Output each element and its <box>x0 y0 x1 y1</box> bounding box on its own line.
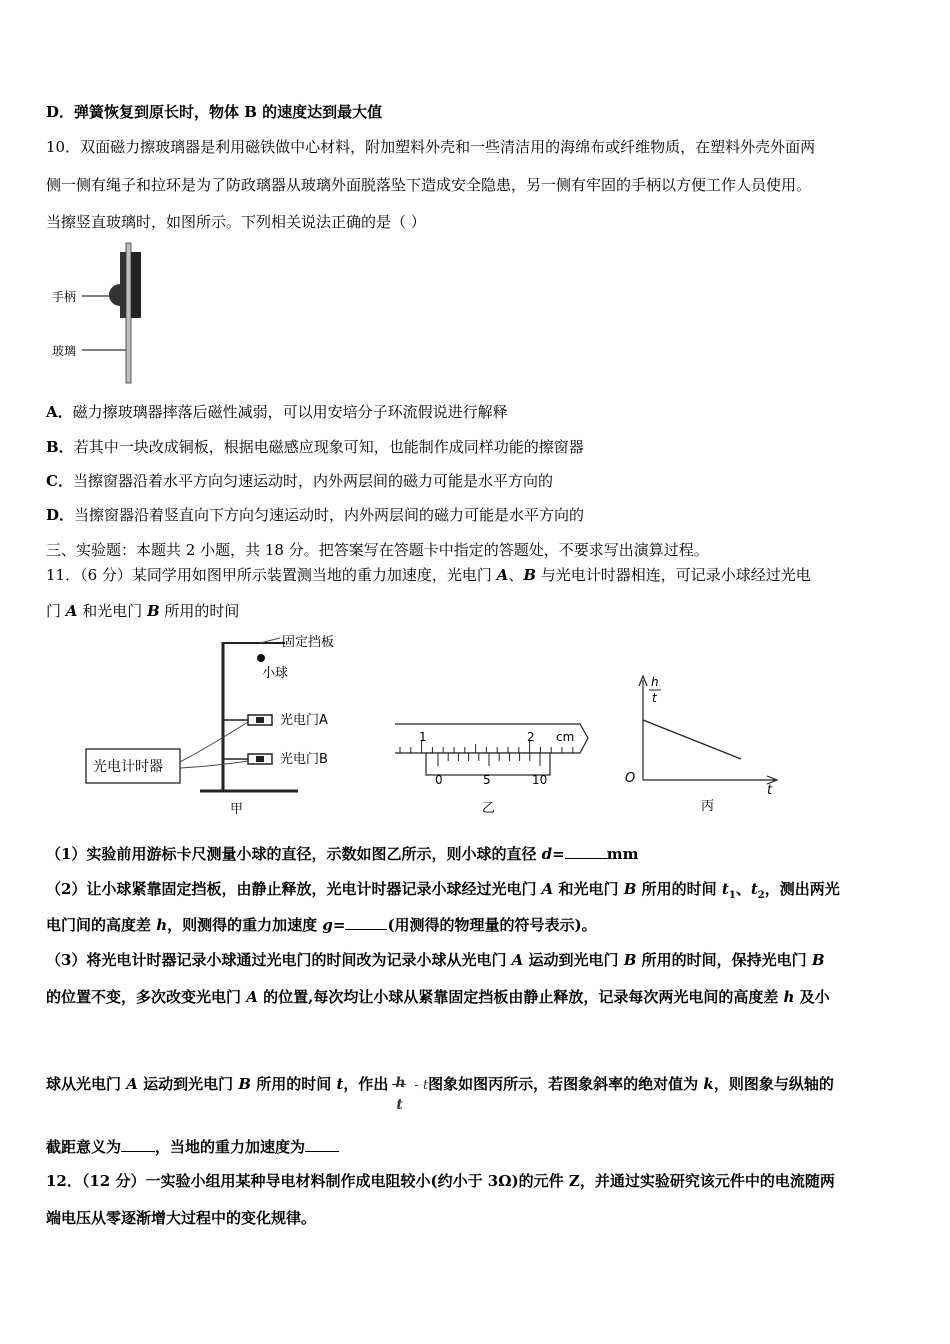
wire-b <box>180 761 248 768</box>
vernier-scale <box>426 753 550 775</box>
q11-part3-line3: 球从光电门 A 运动到光电门 B 所用的时间 t，作出 h t - t图象如图丙所示，若图象斜率的绝对值为 k，则图象与纵轴的 <box>46 1064 834 1106</box>
y-label-num: h <box>651 675 659 689</box>
q11-part1: （1）实验前用游标卡尺测量小球的直径，示数如图乙所示，则小球的直径 d= mm <box>46 845 639 863</box>
glass-pane <box>126 243 131 383</box>
caption-yi: 乙 <box>482 801 496 816</box>
q11-part2-line2: 电门间的高度差 h，则测得的重力加速度 g= (用测得的物理量的符号表示)。 <box>46 916 597 934</box>
q10-option-d: D．当擦窗器沿着竖直向下方向匀速运动时，内外两层间的磁力可能是水平方向的 <box>46 506 585 524</box>
q10-option-b: B．若其中一块改成铜板，根据电磁感应现象可知，也能制作成同样功能的擦窗器 <box>46 438 584 456</box>
label-gate-b: 光电门B <box>280 752 328 767</box>
q9-option-d: D．弹簧恢复到原长时，物体 B 的速度达到最大值 <box>46 103 383 121</box>
origin-label: O <box>625 771 636 786</box>
q11-part3-line1: （3）将光电计时器记录小球通过光电门的时间改为记录小球从光电门 A 运动到光电门 B 所用的时间，保持光电门 B <box>46 951 825 969</box>
q10-stem-line3: 当擦竖直玻璃时，如图所示。下列相关说法正确的是（ ） <box>46 213 426 231</box>
h-over-t-fraction: h t <box>390 1065 412 1105</box>
vernier-label-0: 0 <box>435 773 443 787</box>
q11-part2-line1: （2）让小球紧靠固定挡板，由静止释放，光电计时器记录小球经过光电门 A 和光电门 B 所用的时间 $t_1$、$t_2$，测出两光 <box>46 880 840 901</box>
q10-figure <box>46 240 166 390</box>
minus-t: - t <box>414 1078 429 1093</box>
answer-blank-g[interactable] <box>345 915 387 930</box>
q11-part3-line4: 截距意义为 ，当地的重力加速度为 <box>46 1137 339 1157</box>
answer-blank-d[interactable] <box>565 844 607 859</box>
q11-part3-line2: 的位置不变，多次改变光电门 A 的位置,每次均让小球从紧靠固定挡板由静止释放，记录每次两光电间的高度差 h 及小 <box>46 988 830 1006</box>
vernier-label-5: 5 <box>483 773 491 787</box>
label-timer: 光电计时器 <box>93 759 163 775</box>
label-fixed-plate: 固定挡板 <box>282 635 335 650</box>
section3-heading: 三、实验题：本题共 2 小题，共 18 分。把答案写在答题卡中指定的答题处，不要求写出演算过程。 <box>46 541 709 559</box>
gate-b-sensor <box>256 756 264 762</box>
label-gate-a: 光电门A <box>280 713 328 728</box>
inner-magnet <box>131 252 141 318</box>
graph-line <box>643 720 741 759</box>
main-label-1: 1 <box>419 730 427 744</box>
q12-line1: 12．（12 分）一实验小组用某种导电材料制作成电阻较小(约小于 3Ω)的元件 Z，并通过实验研究该元件中的电流随两 <box>46 1172 835 1190</box>
answer-blank-intercept[interactable] <box>121 1137 155 1152</box>
handle-shape <box>109 284 120 306</box>
figure-jia <box>80 628 370 818</box>
gate-a-sensor <box>256 717 264 723</box>
main-label-2: 2 <box>527 730 535 744</box>
q10-stem-line2: 侧一侧有绳子和拉环是为了防政璃器从玻璃外面脱落坠下造成安全隐患，另一侧有牢固的手柄以方便工作人员使用。 <box>46 176 812 194</box>
main-unit: cm <box>556 730 575 744</box>
label-handle: 手柄 <box>52 290 77 304</box>
outer-magnet <box>120 252 126 318</box>
y-label-den: t <box>652 691 657 705</box>
q12-line2: 端电压从零逐渐增大过程中的变化规律。 <box>46 1209 317 1227</box>
caption-bing: 丙 <box>701 799 715 814</box>
label-ball: 小球 <box>262 666 289 681</box>
vernier-label-10: 10 <box>532 773 548 787</box>
wire-a <box>180 722 248 762</box>
q11-stem-line2: 门 A 和光电门 B 所用的时间 <box>46 602 240 620</box>
ball <box>257 654 265 662</box>
answer-blank-gravity[interactable] <box>305 1137 339 1152</box>
q11-stem-line1: 11．（6 分）某同学用如图甲所示装置测当地的重力加速度，光电门 A、B 与光电计时器相连，可记录小球经过光电 <box>46 566 811 584</box>
q10-stem-line1: 10．双面磁力擦玻璃器是利用磁铁做中心材料，附加塑料外壳和一些清洁用的海绵布或纤维物质，在塑料外壳外面两 <box>46 138 816 156</box>
q10-option-c: C．当擦窗器沿着水平方向匀速运动时，内外两层间的磁力可能是水平方向的 <box>46 472 553 490</box>
figure-bing <box>615 670 785 820</box>
caption-jia: 甲 <box>230 802 244 817</box>
figure-yi <box>390 718 600 818</box>
q10-option-a: A．磁力擦玻璃器摔落后磁性减弱，可以用安培分子环流假说进行解释 <box>46 403 508 421</box>
label-glass: 玻璃 <box>52 344 77 358</box>
x-label: t <box>767 783 773 798</box>
